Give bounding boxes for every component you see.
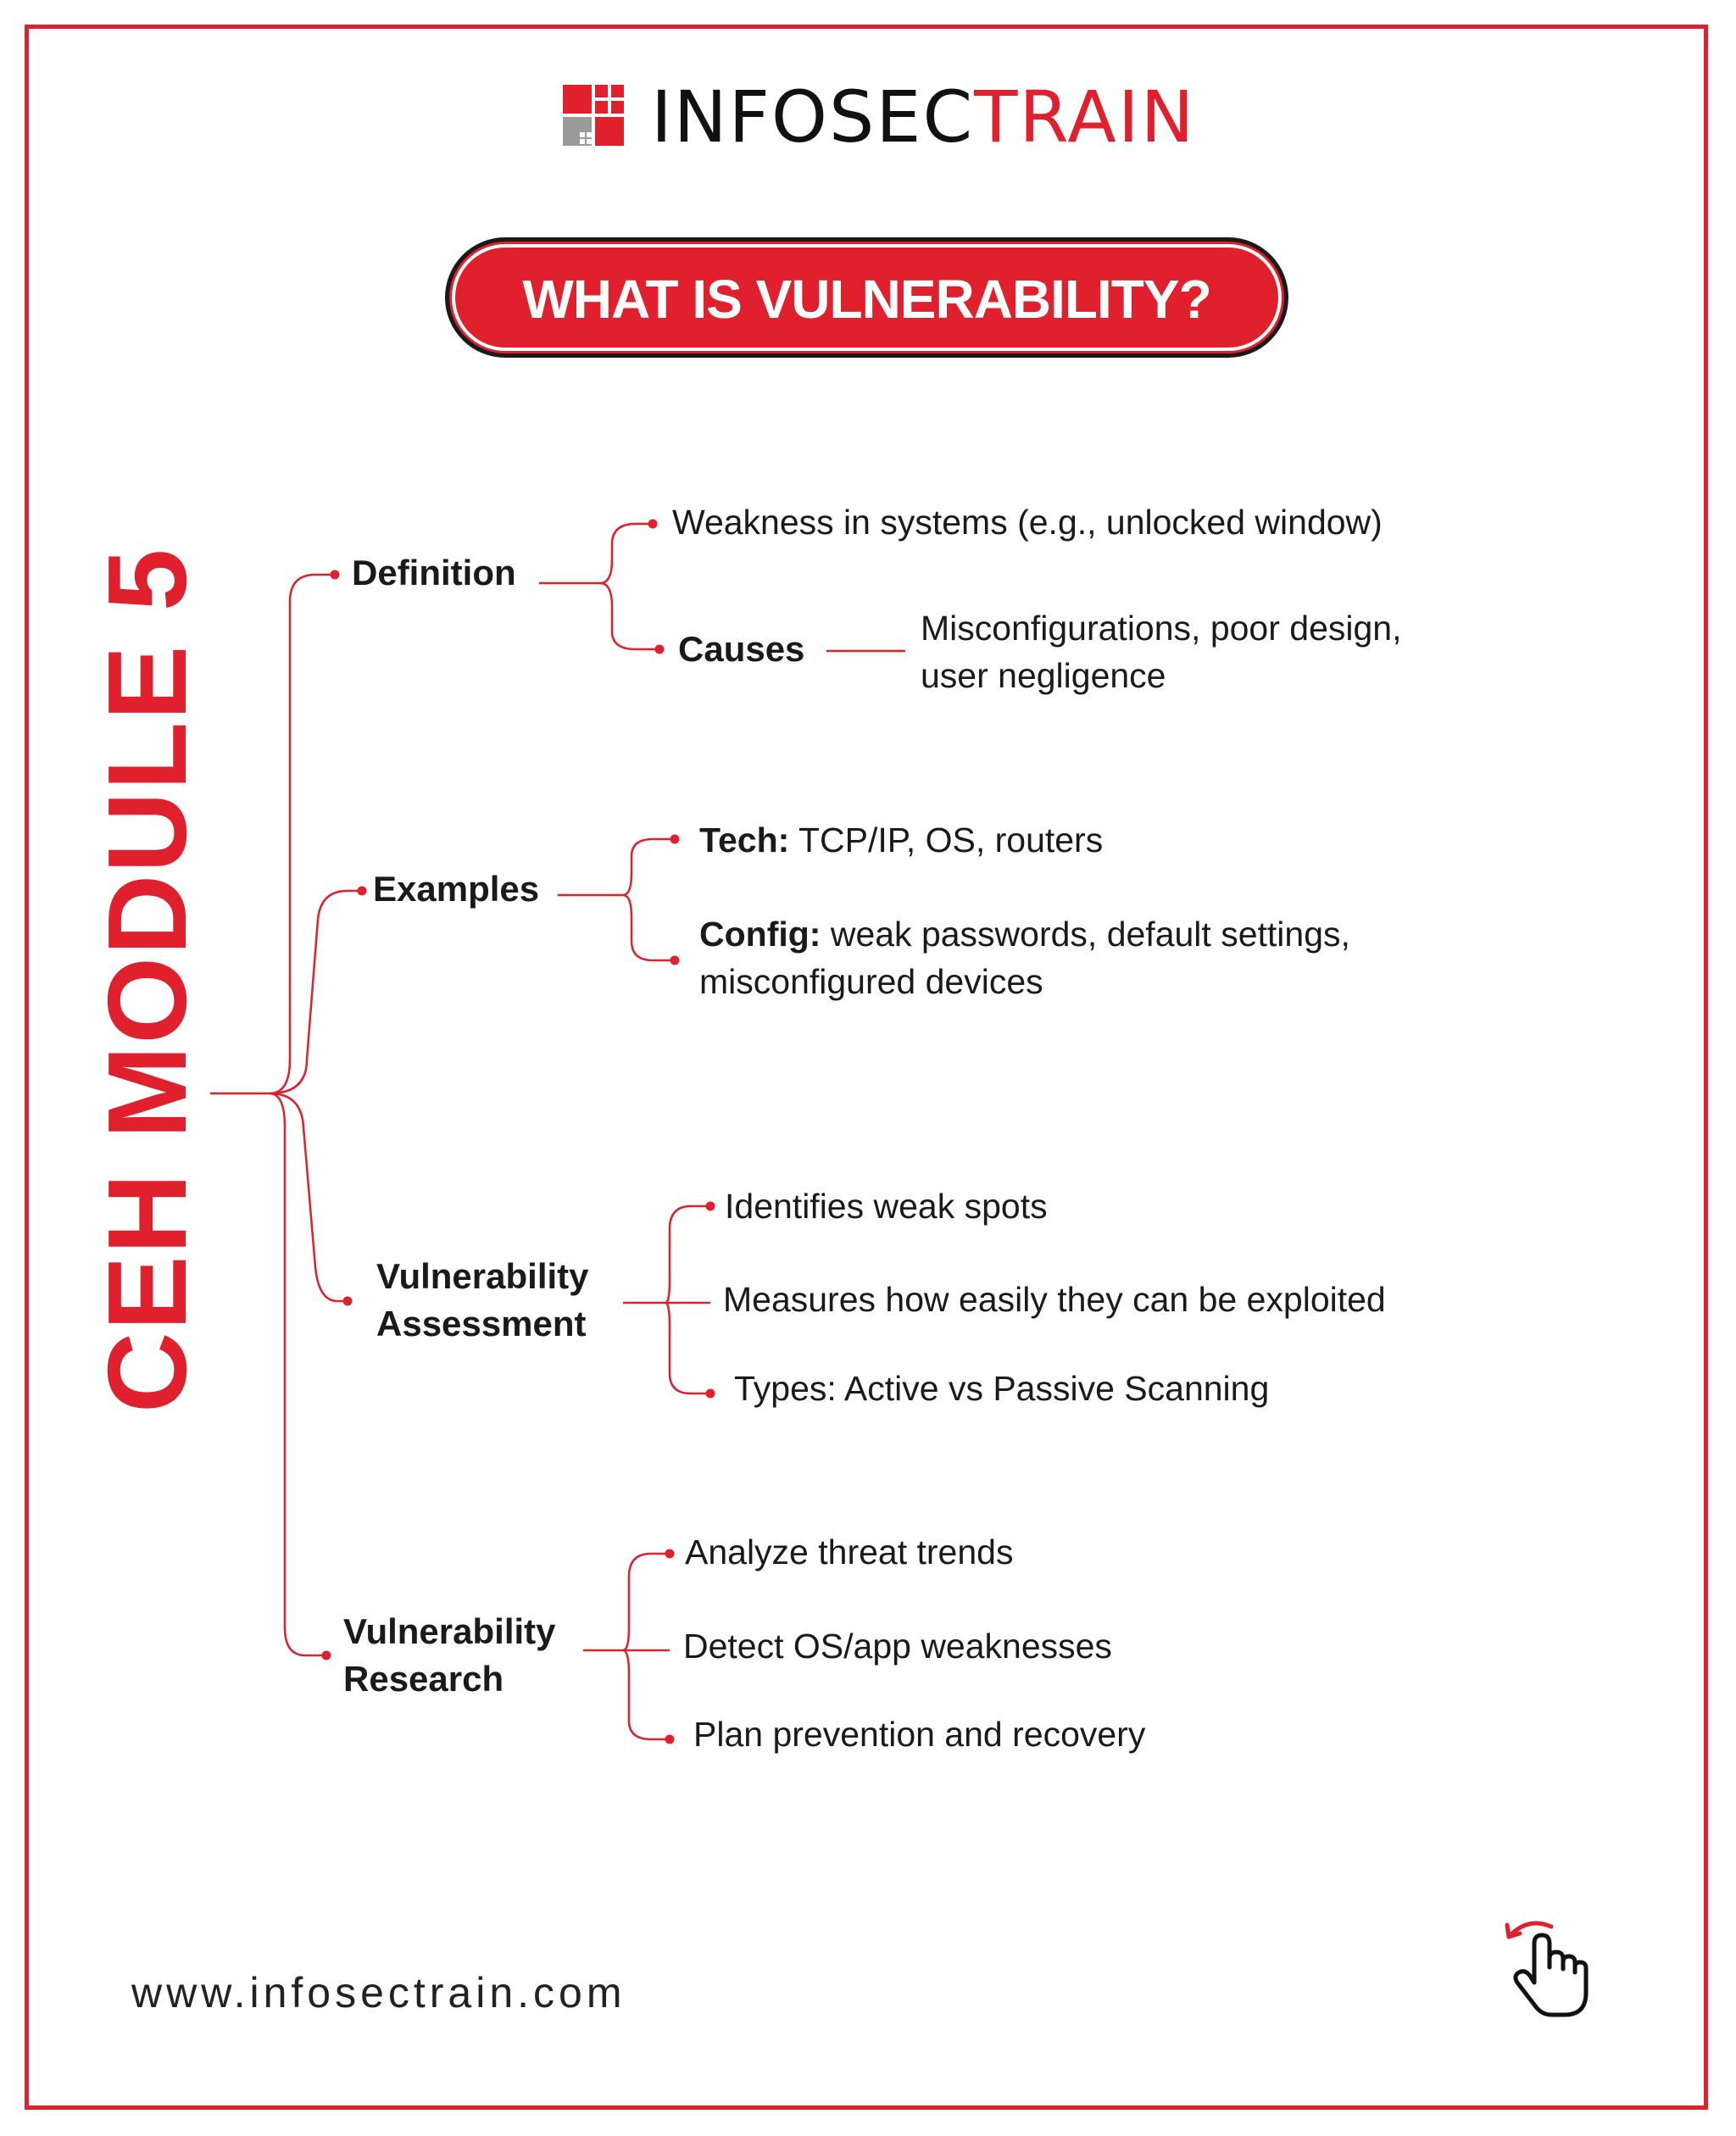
assessment-item-measures: Measures how easily they can be exploited (723, 1280, 1386, 1319)
brand-name-part1: INFOSEC (651, 75, 975, 159)
research-item-plan: Plan prevention and recovery (693, 1715, 1146, 1754)
examples-item-tech (699, 816, 1103, 864)
branch-examples-line (270, 891, 362, 1093)
config-text: weak passwords, default settings, (821, 915, 1350, 954)
research-item-detect: Detect OS/app weaknesses (683, 1627, 1112, 1666)
node-dot-causes (655, 645, 665, 654)
footer-url[interactable]: www.infosectrain.com (131, 1969, 626, 2016)
research-to-item3-line (623, 1650, 670, 1739)
node-examples: Examples (373, 869, 540, 909)
assessment-to-item1-line (665, 1206, 710, 1303)
definition-item-weakness: Weakness in systems (e.g., unlocked window) (672, 503, 1383, 542)
research-item-analyze: Analyze threat trends (685, 1532, 1014, 1571)
node-dot-assess-item3 (706, 1389, 715, 1399)
node-dot-definition (331, 570, 340, 580)
side-title: CEH MODULE 5 (85, 547, 209, 1413)
brand-name-part2: TRAIN (974, 75, 1196, 159)
assessment-item-identifies: Identifies weak spots (725, 1187, 1048, 1226)
node-dot-assess-item1 (706, 1202, 715, 1211)
branch-assessment-line (270, 1093, 348, 1301)
node-research-line1: Vulnerability (343, 1611, 556, 1651)
node-assessment-line1: Vulnerability (376, 1256, 589, 1296)
examples-to-config-line (623, 895, 675, 960)
assessment-item-types: Types: Active vs Passive Scanning (734, 1369, 1270, 1408)
node-dot-tech (670, 835, 680, 844)
hand-pointer-icon (1502, 1911, 1595, 2022)
examples-to-tech-line (623, 839, 675, 895)
node-assessment-line2: Assessment (376, 1304, 587, 1343)
causes-text-line2: user negligence (921, 656, 1166, 695)
causes-text-line1: Misconfigurations, poor design, (921, 609, 1402, 648)
page-title: WHAT IS VULNERABILITY? (522, 269, 1211, 330)
tech-label: Tech: (699, 820, 790, 859)
node-dot-research-item3 (665, 1735, 675, 1744)
assessment-to-item3-line (665, 1303, 710, 1393)
node-dot-assessment (343, 1297, 353, 1306)
config-label: Config: (699, 915, 821, 954)
node-dot-config (670, 956, 680, 965)
definition-to-item1-line (600, 524, 653, 583)
examples-item-config-line2: misconfigured devices (699, 962, 1043, 1001)
node-dot-examples (358, 887, 367, 896)
branch-definition-line (270, 575, 335, 1093)
node-research-line2: Research (343, 1659, 504, 1699)
definition-to-causes-line (600, 583, 659, 649)
tech-text: TCP/IP, OS, routers (789, 820, 1104, 859)
node-definition: Definition (352, 553, 516, 592)
node-causes: Causes (678, 629, 805, 669)
research-to-item1-line (623, 1554, 670, 1650)
examples-item-config (699, 910, 1350, 958)
node-dot-def-item1 (648, 520, 658, 529)
node-dot-research (322, 1651, 331, 1660)
node-dot-research-item1 (665, 1549, 675, 1559)
branch-research-line (270, 1093, 326, 1655)
